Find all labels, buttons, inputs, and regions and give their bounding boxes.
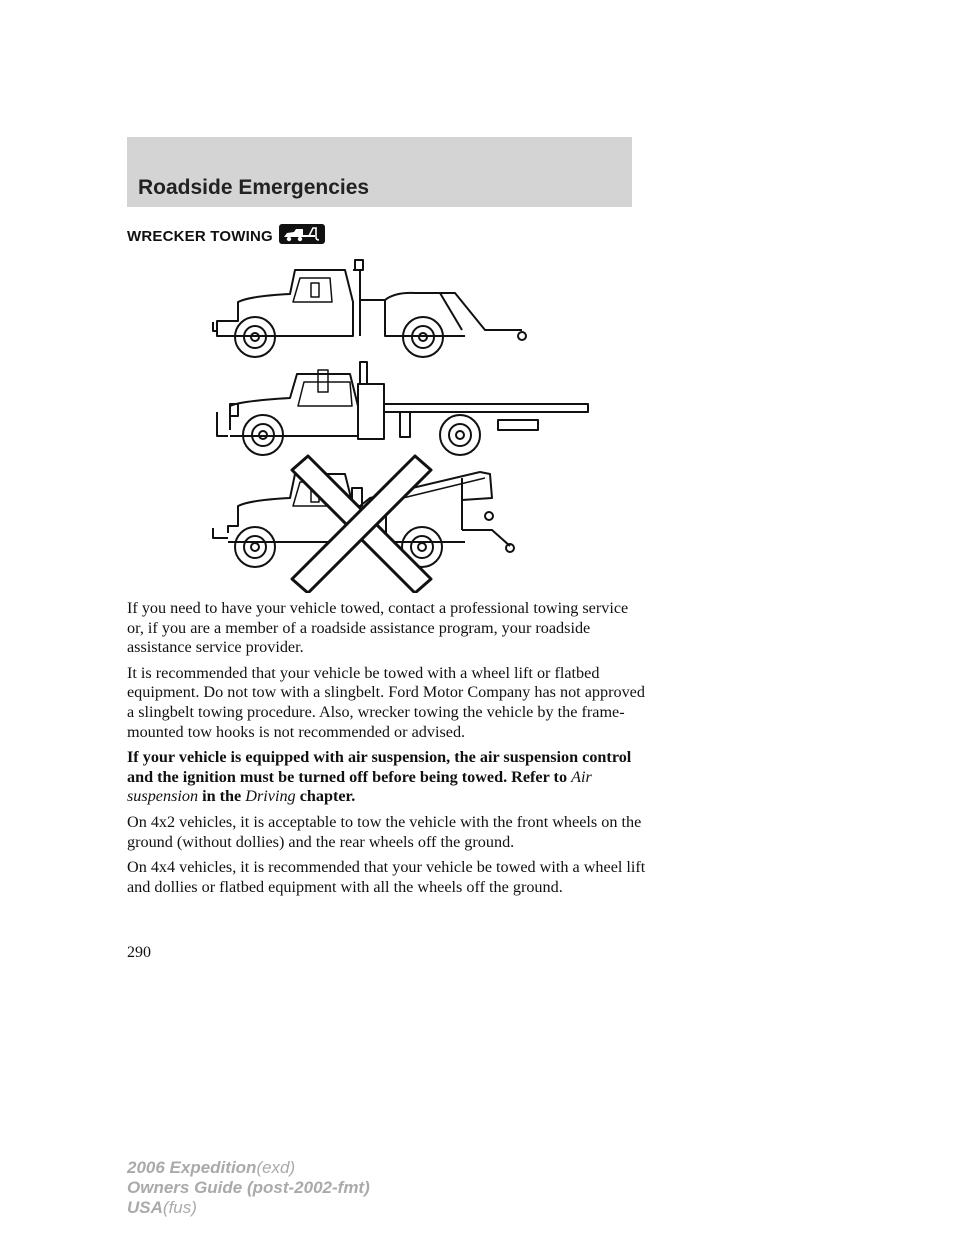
tow-truck-icon <box>279 224 325 248</box>
footer-line-3 <box>127 1198 370 1218</box>
section-heading-text: WRECKER TOWING <box>127 227 273 245</box>
document-footer <box>127 1158 370 1218</box>
paragraph-4x2-towing: On 4x2 vehicles, it is acceptable to tow the vehicle with the front wheels on the ground (without dollies) and the rear wheels off the ground. <box>127 812 642 851</box>
towing-methods-figure <box>200 258 600 598</box>
paragraph-air-suspension-warning <box>127 748 647 807</box>
paragraph-4x4-towing: On 4x4 vehicles, it is recommended that your vehicle be towed with a wheel lift and dollies or flatbed equipment with all the wheels off the ground. <box>127 858 646 896</box>
footer-market-code: (fus) <box>162 1198 197 1217</box>
driving-chapter-reference: Driving <box>245 787 296 806</box>
footer-model: 2006 Expedition <box>127 1158 257 1177</box>
footer-guide-format: Owners Guide (post-2002-fmt) <box>127 1178 370 1197</box>
flatbed-truck <box>217 362 588 455</box>
not-recommended-cross-icon <box>292 456 431 593</box>
paragraph-contact-service: If you need to have your vehicle towed, contact a professional towing service or, if you are a member of a roadside assistance program, your roadside assistance service provider. <box>127 599 629 657</box>
footer-market: USA <box>127 1198 163 1217</box>
warning-main-text: If your vehicle is equipped with air suspension, the air suspension control and the ignition must be turned off before being towed. Refer to <box>127 748 632 786</box>
wheel-lift-truck <box>213 260 526 357</box>
section-heading <box>127 224 325 248</box>
footer-line-2 <box>127 1178 370 1198</box>
page-number: 290 <box>127 944 151 961</box>
footer-model-code: (exd) <box>256 1158 296 1177</box>
paragraph-recommended-method: It is recommended that your vehicle be towed with a wheel lift or flatbed equipment. Do not tow with a slingbelt. Ford Motor Company has not approved a slingbelt towing procedure. Also, wrecker towing the vehicle by the frame-mounted tow hooks is not recommended or advised. <box>127 663 645 741</box>
air-suspension-reference: Air suspension <box>127 767 592 806</box>
chapter-title: Roadside Emergencies <box>138 176 370 199</box>
warning-end-text: chapter. <box>295 787 356 806</box>
warning-mid-text: in the <box>198 787 246 806</box>
body-text <box>127 599 647 903</box>
footer-line-1 <box>127 1158 370 1178</box>
